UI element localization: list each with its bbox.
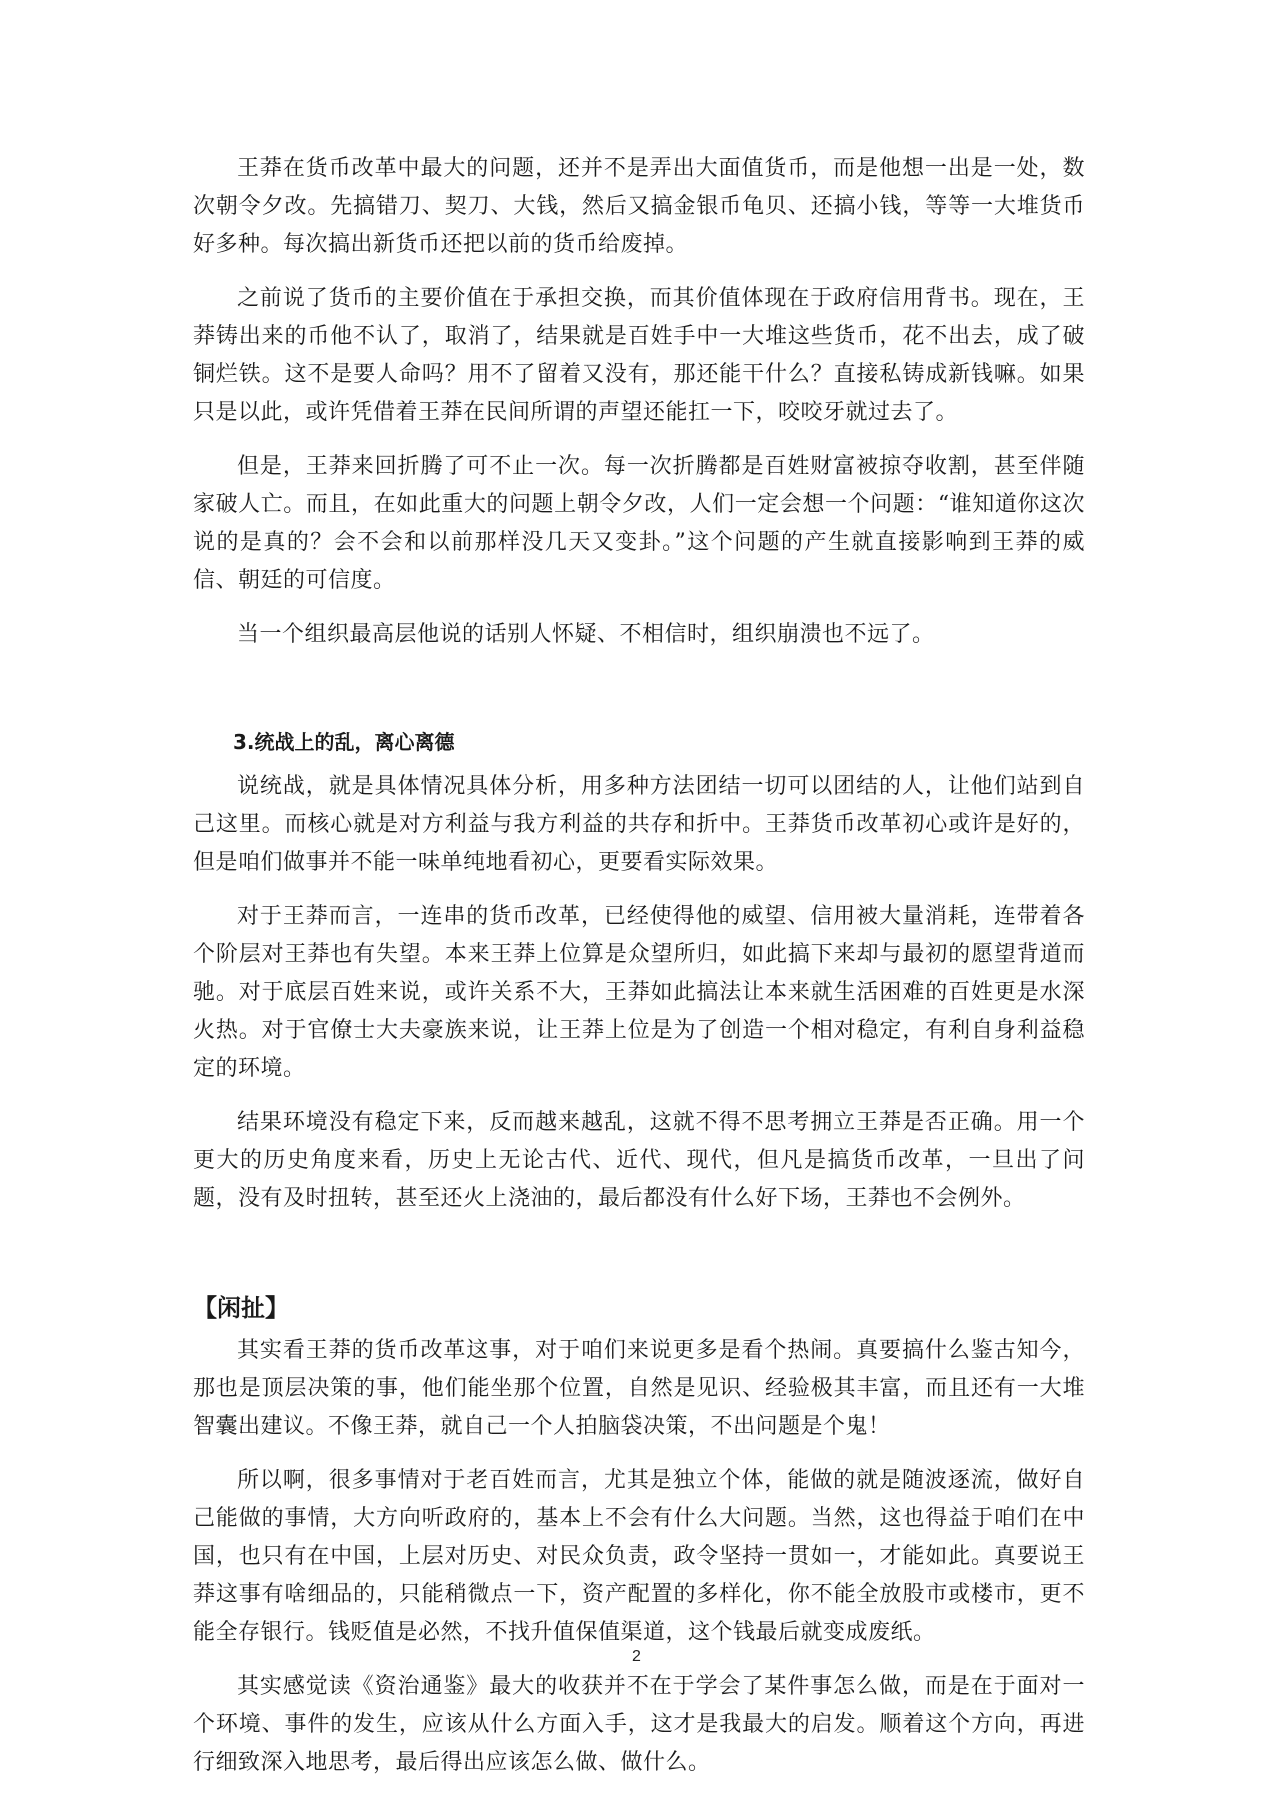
paragraph: 结果环境没有稳定下来，反而越来越乱，这就不得不思考拥立王莽是否正确。用一个更大的历史角度来看，历史上无论古代、近代、现代，但凡是搞货币改革，一旦出了问题，没有及时扭转，甚至还火上浇油的，最后都没有什么好下场，王莽也不会例外。 <box>193 1110 1085 1211</box>
paragraph: 之前说了货币的主要价值在于承担交换，而其价值体现在于政府信用背书。现在，王莽铸出来的币他不认了，取消了，结果就是百姓手中一大堆这些货币，花不出去，成了破铜烂铁。这不是要人命吗？用不了留着又没有，那还能干什么？直接私铸成新钱嘛。如果只是以此，或许凭借着王莽在民间所谓的声望还能扛一下，咬咬牙就过去了。 <box>193 286 1085 425</box>
paragraph: 所以啊，很多事情对于老百姓而言，尤其是独立个体，能做的就是随波逐流，做好自己能做的事情，大方向听政府的，基本上不会有什么大问题。当然，这也得益于咱们在中国，也只有在中国，上层对历史、对民众负责，政令坚持一贯如一，才能如此。真要说王莽这事有啥细品的，只能稍微点一下，资产配置的多样化，你不能全放股市或楼市，更不能全存银行。钱贬值是必然，不找升值保值渠道，这个钱最后就变成废纸。 <box>193 1468 1085 1645</box>
section-spacer <box>193 670 1085 726</box>
page-content <box>193 150 1085 1798</box>
section-currency-reform <box>193 150 1085 654</box>
paragraph: 对于王莽而言，一连串的货币改革，已经使得他的威望、信用被大量消耗，连带着各个阶层对王莽也有失望。本来王莽上位算是众望所归，如此搞下来却与最初的愿望背道而驰。对于底层百姓来说，或许关系不大，王莽如此搞法让本来就生活困难的百姓更是水深火热。对于官僚士大夫豪族来说，让王莽上位是为了创造一个相对稳定，有利自身利益稳定的环境。 <box>193 904 1085 1081</box>
section-united-front <box>193 726 1085 1218</box>
paragraph: 其实感觉读《资治通鉴》最大的收获并不在于学会了某件事怎么做，而是在于面对一个环境、事件的发生，应该从什么方面入手，这才是我最大的启发。顺着这个方向，再进行细致深入地思考，最后得出应该怎么做、做什么。 <box>193 1674 1085 1775</box>
section-chat <box>193 1290 1085 1782</box>
paragraph: 王莽在货币改革中最大的问题，还并不是弄出大面值货币，而是他想一出是一处，数次朝令夕改。先搞错刀、契刀、大钱，然后又搞金银币龟贝、还搞小钱，等等一大堆货币好多种。每次搞出新货币还把以前的货币给废掉。 <box>193 156 1085 257</box>
page-number: 2 <box>632 1648 641 1665</box>
paragraph: 其实看王莽的货币改革这事，对于咱们来说更多是看个热闹。真要搞什么鉴古知今，那也是顶层决策的事，他们能坐那个位置，自然是见识、经验极其丰富，而且还有一大堆智囊出建议。不像王莽，就自己一个人拍脑袋决策，不出问题是个鬼！ <box>193 1338 1085 1439</box>
section-heading: 【闲扯】 <box>193 1294 289 1322</box>
paragraph: 但是，王莽来回折腾了可不止一次。每一次折腾都是百姓财富被掠夺收割，甚至伴随家破人亡。而且，在如此重大的问题上朝令夕改，人们一定会想一个问题：“谁知道你这次说的是真的？会不会和以前那样没几天又变卦。”这个问题的产生就直接影响到王莽的威信、朝廷的可信度。 <box>193 454 1085 593</box>
paragraph: 说统战，就是具体情况具体分析，用多种方法团结一切可以团结的人，让他们站到自己这里。而核心就是对方利益与我方利益的共存和折中。王莽货币改革初心或许是好的，但是咱们做事并不能一味单纯地看初心，更要看实际效果。 <box>193 774 1085 875</box>
section-spacer <box>193 1234 1085 1290</box>
section-heading: 3.统战上的乱，离心离德 <box>233 730 455 754</box>
paragraph: 当一个组织最高层他说的话别人怀疑、不相信时，组织崩溃也不远了。 <box>237 622 935 647</box>
